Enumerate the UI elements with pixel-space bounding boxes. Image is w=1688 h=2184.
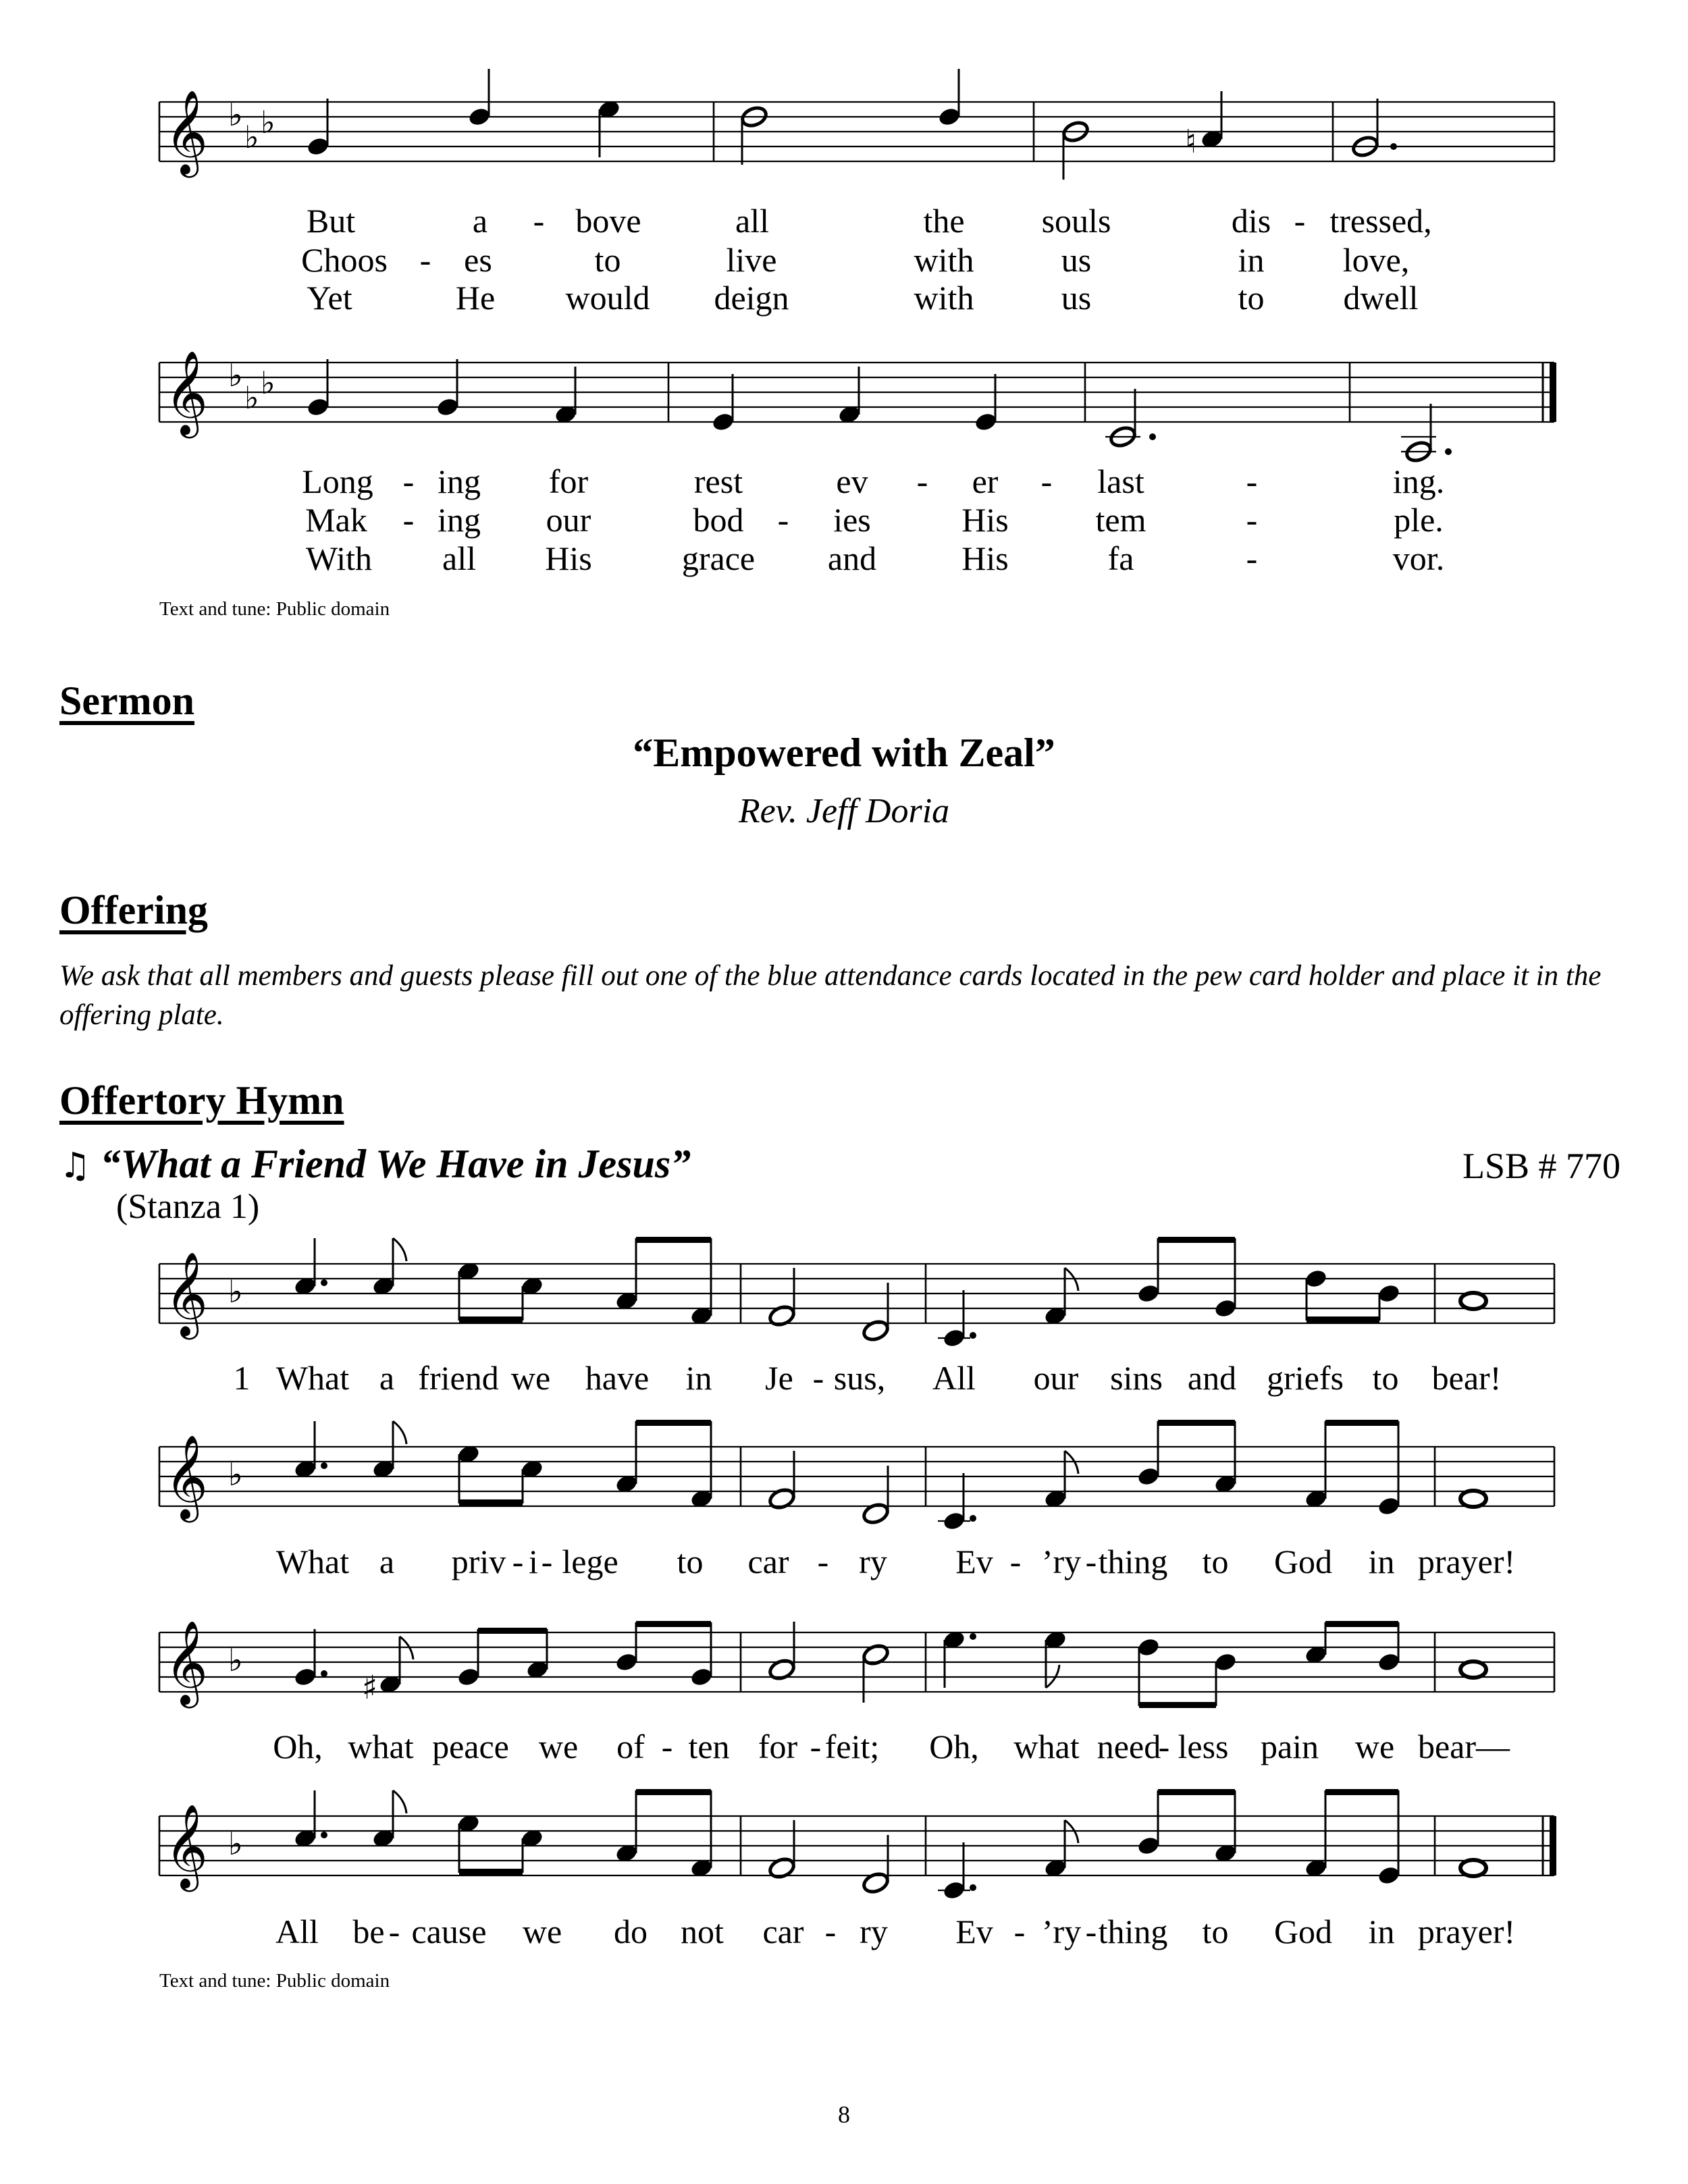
- lyric-syllable: -: [388, 1913, 400, 1950]
- sermon-preacher: Rev. Jeff Doria: [738, 792, 950, 830]
- key-flat: ♭: [228, 1273, 243, 1310]
- treble-clef: 𝄞: [165, 1435, 208, 1519]
- lyric-syllable: -: [812, 1359, 824, 1397]
- lyric-syllable: dwell: [1343, 279, 1419, 317]
- key-flat: ♭: [261, 104, 275, 140]
- lyric-syllable: we: [1354, 1728, 1395, 1765]
- lyric-syllable: tressed,: [1329, 202, 1432, 240]
- lyric-syllable: -: [1246, 501, 1258, 539]
- lyric-syllable: Long: [302, 462, 373, 500]
- staff-top-2: [159, 350, 1554, 464]
- notes: [306, 69, 1397, 180]
- lyric-syllable: to: [594, 241, 621, 279]
- lyric-syllable: -: [541, 1543, 553, 1580]
- lyric-syllable: us: [1061, 241, 1092, 279]
- lyric-syllable: lege: [562, 1543, 618, 1580]
- offering-heading: Offering: [59, 888, 208, 932]
- lyric-syllable: with: [914, 279, 974, 317]
- lyric-syllable: 1: [233, 1359, 250, 1397]
- lyric-syllable: we: [510, 1359, 551, 1397]
- lyric-syllable: thing: [1098, 1913, 1168, 1950]
- lyric-syllable: a: [472, 202, 488, 240]
- treble-clef: 𝄞: [165, 90, 208, 174]
- lyric-syllable: -: [1246, 462, 1258, 500]
- lyric-syllable: His: [961, 501, 1009, 539]
- lyric-syllable: -: [419, 241, 431, 279]
- lyric-syllable: er: [972, 462, 999, 500]
- key-flat: ♭: [228, 357, 243, 394]
- lyric-syllable: be: [352, 1913, 385, 1950]
- lyric-syllable: es: [464, 241, 492, 279]
- svg-text:♯: ♯: [362, 1669, 378, 1707]
- treble-clef: 𝄞: [165, 350, 208, 435]
- lyric-syllable: -: [533, 202, 545, 240]
- lyric-syllable: cause: [411, 1913, 487, 1950]
- lyric-syllable: we: [538, 1728, 579, 1765]
- lyric-syllable: pain: [1260, 1728, 1319, 1765]
- lyric-syllable: what: [348, 1728, 414, 1765]
- lyric-syllable: do: [614, 1913, 648, 1950]
- lyric-syllable: But: [306, 202, 356, 240]
- lyric-syllable: thing: [1098, 1543, 1168, 1580]
- key-flat: ♭: [228, 97, 243, 133]
- lyric-syllable: With: [306, 539, 372, 577]
- key-flat: ♭: [244, 379, 259, 416]
- hymn-credit: Text and tune: Public domain: [159, 598, 390, 620]
- lyric-syllable: car: [762, 1913, 804, 1950]
- lyric-syllable: -: [661, 1728, 673, 1765]
- lyric-syllable: What: [275, 1359, 350, 1397]
- lyric-syllable: in: [1368, 1543, 1395, 1580]
- key-flat: ♭: [228, 1456, 243, 1493]
- lyric-syllable: God: [1273, 1913, 1333, 1950]
- lyric-syllable: Yet: [307, 279, 352, 317]
- lyric-syllable: grace: [681, 539, 756, 577]
- lyric-syllable: griefs: [1267, 1359, 1344, 1397]
- lyric-syllable: and: [1187, 1359, 1237, 1397]
- lyric-syllable: all: [442, 539, 476, 577]
- sermon-heading: Sermon: [59, 678, 194, 723]
- sermon-title: “Empowered with Zeal”: [633, 730, 1055, 775]
- lyric-syllable: prayer!: [1417, 1913, 1516, 1950]
- lyric-syllable: deign: [714, 279, 789, 317]
- lyric-syllable: ple.: [1394, 501, 1444, 539]
- lyric-syllable: -: [810, 1728, 822, 1765]
- lyric-syllable: -: [1085, 1543, 1097, 1580]
- hymn-title: [59, 1144, 691, 1184]
- lyric-syllable: God: [1273, 1543, 1333, 1580]
- lyric-syllable: tem: [1095, 501, 1146, 539]
- lyric-syllable: peace: [432, 1728, 509, 1765]
- lyric-syllable: friend: [418, 1359, 499, 1397]
- lyric-syllable: we: [522, 1913, 562, 1950]
- lyric-syllable: of: [616, 1728, 645, 1765]
- svg-text:♮: ♮: [1185, 123, 1197, 161]
- lyric-syllable: what: [1013, 1728, 1080, 1765]
- lyric-syllable: -: [817, 1543, 829, 1580]
- lyric-syllable: for: [758, 1728, 798, 1765]
- notes: [306, 359, 1452, 464]
- lyric-syllable: a: [379, 1543, 395, 1580]
- lyric-syllable: rest: [693, 462, 743, 500]
- lyric-syllable: Oh,: [273, 1728, 323, 1765]
- lyric-syllable: -: [402, 462, 415, 500]
- lyric-syllable: in: [1368, 1913, 1395, 1950]
- lyric-syllable: prayer!: [1417, 1543, 1516, 1580]
- lyric-syllable: Choos: [301, 241, 388, 279]
- lyric-syllable: to: [1238, 279, 1265, 317]
- key-flat: ♭: [228, 1642, 243, 1678]
- lyric-syllable: Mak: [305, 501, 367, 539]
- lyric-syllable: a: [379, 1359, 395, 1397]
- lyric-syllable: What: [275, 1543, 350, 1580]
- lyric-syllable: ev: [836, 462, 868, 500]
- staff-offertory-3: [159, 1620, 1554, 1708]
- lyric-syllable: for: [548, 462, 589, 500]
- lyric-syllable: ies: [833, 501, 871, 539]
- lyric-syllable: -: [916, 462, 928, 500]
- key-flat: ♭: [228, 1826, 243, 1862]
- lyric-syllable: fa: [1107, 539, 1134, 577]
- lyric-syllable: i: [529, 1543, 538, 1580]
- lyric-syllable: ten: [688, 1728, 730, 1765]
- lyric-syllable: bear—: [1417, 1728, 1510, 1765]
- page-number: 8: [838, 2101, 850, 2128]
- offering-note: We ask that all members and guests please fill out one of the blue attendance cards located in the pew card holder and place it in the offering plate.: [59, 960, 1602, 1031]
- lyric-syllable: -: [824, 1913, 837, 1950]
- lyric-syllable: dis: [1231, 202, 1271, 240]
- lyric-syllable: ing: [438, 501, 481, 539]
- lyric-syllable: with: [914, 241, 974, 279]
- lyric-syllable: to: [1202, 1913, 1229, 1950]
- lyric-syllable: ’ry: [1041, 1913, 1082, 1950]
- lyric-syllable: -: [1158, 1728, 1170, 1765]
- treble-clef: 𝄞: [165, 1804, 208, 1888]
- staff-offertory-4: [159, 1789, 1554, 1901]
- lyric-syllable: -: [1009, 1543, 1022, 1580]
- lyric-syllable: last: [1097, 462, 1144, 500]
- lyric-syllable: need: [1097, 1728, 1161, 1765]
- music-note-icon: ♫: [59, 1146, 91, 1186]
- lyric-syllable: us: [1061, 279, 1092, 317]
- lyric-syllable: live: [726, 241, 777, 279]
- lyric-syllable: to: [1372, 1359, 1399, 1397]
- staff-top-1: [159, 69, 1554, 180]
- lyric-syllable: our: [546, 501, 591, 539]
- lyric-syllable: ing: [438, 462, 481, 500]
- stanza-label: (Stanza 1): [116, 1188, 260, 1226]
- key-flat: ♭: [261, 365, 275, 401]
- offertory-credit: Text and tune: Public domain: [159, 1970, 390, 1992]
- lyric-syllable: -: [777, 501, 789, 539]
- lyric-syllable: bove: [575, 202, 641, 240]
- lyric-syllable: priv: [451, 1543, 506, 1580]
- lyric-syllable: vor.: [1392, 539, 1445, 577]
- lyric-syllable: bear!: [1431, 1359, 1502, 1397]
- lyric-syllable: sus,: [833, 1359, 886, 1397]
- lyric-syllable: All: [932, 1359, 976, 1397]
- lyric-syllable: all: [735, 202, 769, 240]
- lyric-syllable: -: [1294, 202, 1306, 240]
- lyric-syllable: feit;: [824, 1728, 880, 1765]
- lyric-syllable: -: [512, 1543, 524, 1580]
- offertory-heading: Offertory Hymn: [59, 1078, 344, 1123]
- key-flat: ♭: [244, 119, 259, 155]
- treble-clef: 𝄞: [165, 1252, 208, 1336]
- treble-clef: 𝄞: [165, 1620, 208, 1705]
- lyric-syllable: His: [961, 539, 1009, 577]
- staff-offertory-1: [159, 1237, 1554, 1349]
- lyric-syllable: ing.: [1392, 462, 1445, 500]
- lyric-syllable: and: [827, 539, 877, 577]
- lyric-syllable: ry: [859, 1543, 887, 1580]
- lyric-syllable: not: [681, 1913, 724, 1950]
- lyric-syllable: He: [455, 279, 496, 317]
- lyric-syllable: ’ry: [1041, 1543, 1082, 1580]
- lyric-syllable: our: [1033, 1359, 1079, 1397]
- lyric-syllable: -: [1246, 539, 1258, 577]
- lyric-syllable: to: [1202, 1543, 1229, 1580]
- lyric-syllable: love,: [1342, 241, 1410, 279]
- lyric-syllable: the: [923, 202, 965, 240]
- lyric-syllable: less: [1178, 1728, 1229, 1765]
- staff-offertory-2: [159, 1420, 1554, 1532]
- lyric-syllable: sins: [1110, 1359, 1163, 1397]
- lyric-syllable: -: [1085, 1913, 1097, 1950]
- lyric-syllable: Ev: [955, 1913, 993, 1950]
- lyric-syllable: Ev: [955, 1543, 993, 1580]
- lyric-syllable: -: [402, 501, 415, 539]
- lyric-syllable: His: [545, 539, 592, 577]
- lyric-syllable: Je: [765, 1359, 793, 1397]
- lyric-syllable: in: [1238, 241, 1265, 279]
- lyric-syllable: would: [565, 279, 650, 317]
- lyric-syllable: ry: [860, 1913, 888, 1950]
- lyric-syllable: bod: [693, 501, 744, 539]
- hymn-title-text: “What a Friend We Have in Jesus”: [100, 1142, 691, 1186]
- hymn-reference: LSB # 770: [1462, 1146, 1620, 1186]
- lyric-syllable: -: [1040, 462, 1053, 500]
- notes: [293, 1621, 1486, 1708]
- lyric-syllable: have: [585, 1359, 650, 1397]
- lyric-syllable: All: [275, 1913, 319, 1950]
- lyric-syllable: -: [1013, 1913, 1026, 1950]
- lyric-syllable: in: [685, 1359, 712, 1397]
- lyric-syllable: Oh,: [929, 1728, 979, 1765]
- lyric-syllable: car: [747, 1543, 789, 1580]
- lyric-syllable: souls: [1041, 202, 1111, 240]
- lyric-syllable: to: [677, 1543, 704, 1580]
